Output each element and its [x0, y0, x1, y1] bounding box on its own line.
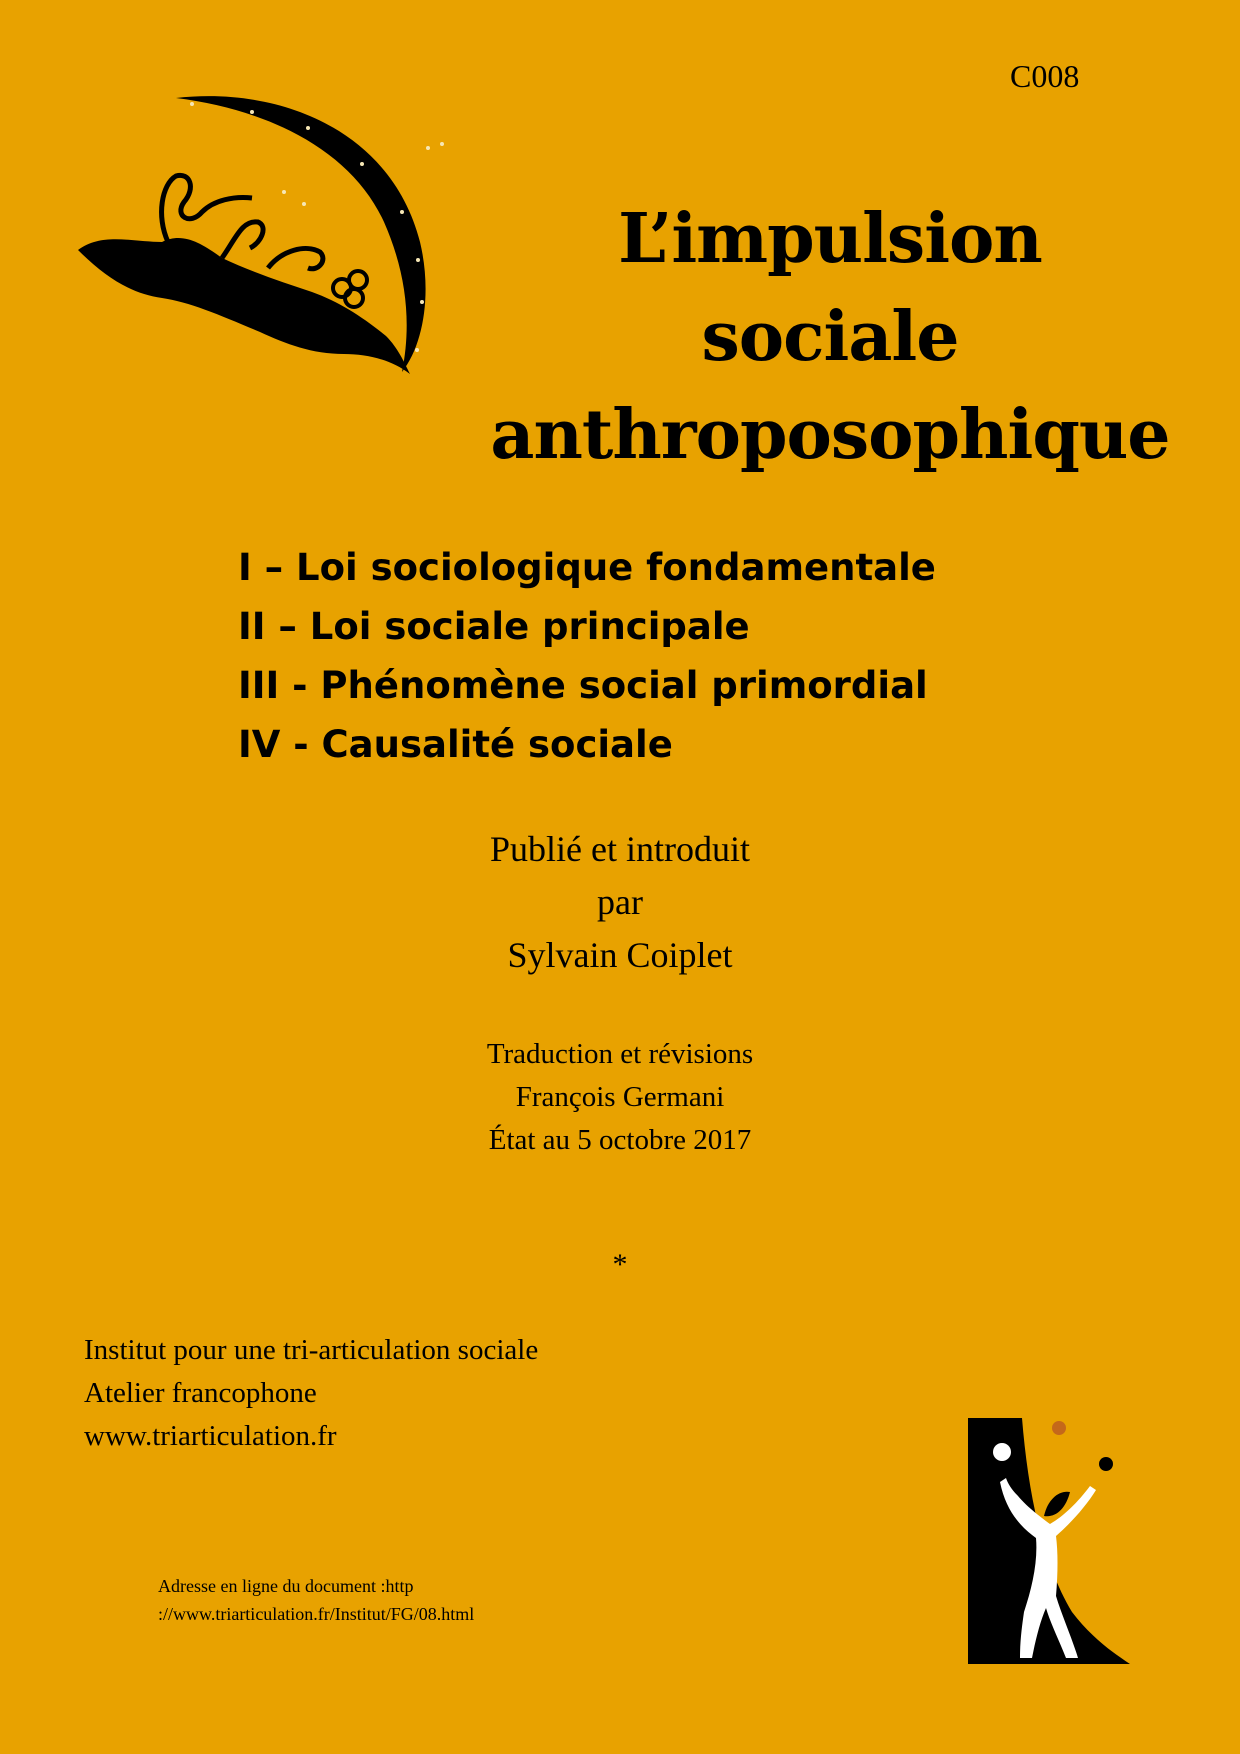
chapter-item: II – Loi sociale principale — [238, 605, 750, 648]
separator-asterisk: * — [612, 1248, 628, 1281]
document-title — [470, 190, 1190, 484]
title-line: anthroposophique — [490, 395, 1170, 475]
juggler-logo-icon — [962, 1412, 1140, 1664]
chapter-item: IV - Causalité sociale — [238, 723, 673, 766]
translator-name: François Germani — [515, 1081, 725, 1113]
translation-label: Traduction et révisions — [486, 1038, 754, 1070]
chapter-item: III - Phénomène social primordial — [238, 664, 928, 707]
publisher-line: par — [597, 882, 643, 922]
publisher-line: Publié et introduit — [490, 829, 750, 869]
institute-name: Institut pour une tri-articulation sociale — [84, 1334, 539, 1366]
institute-block — [84, 1329, 784, 1458]
title-line: L’impulsion — [618, 199, 1042, 279]
publisher-block — [320, 823, 920, 982]
document-code: C008 — [1010, 58, 1080, 94]
moon-dancer-icon — [72, 92, 464, 388]
institute-workshop: Atelier francophone — [84, 1377, 317, 1409]
chapter-item: I – Loi sociologique fondamentale — [238, 546, 936, 589]
institute-website-link[interactable]: www.triarticulation.fr — [84, 1420, 337, 1452]
address-link[interactable]: ://www.triarticulation.fr/Institut/FG/08.html — [158, 1604, 475, 1624]
publisher-name: Sylvain Coiplet — [507, 935, 733, 975]
chapter-list — [238, 538, 1138, 774]
document-address — [158, 1572, 858, 1628]
status-date: État au 5 octobre 2017 — [488, 1124, 752, 1156]
address-line: Adresse en ligne du document :http — [158, 1576, 414, 1596]
title-line: sociale — [701, 297, 959, 377]
translation-block — [320, 1033, 920, 1162]
